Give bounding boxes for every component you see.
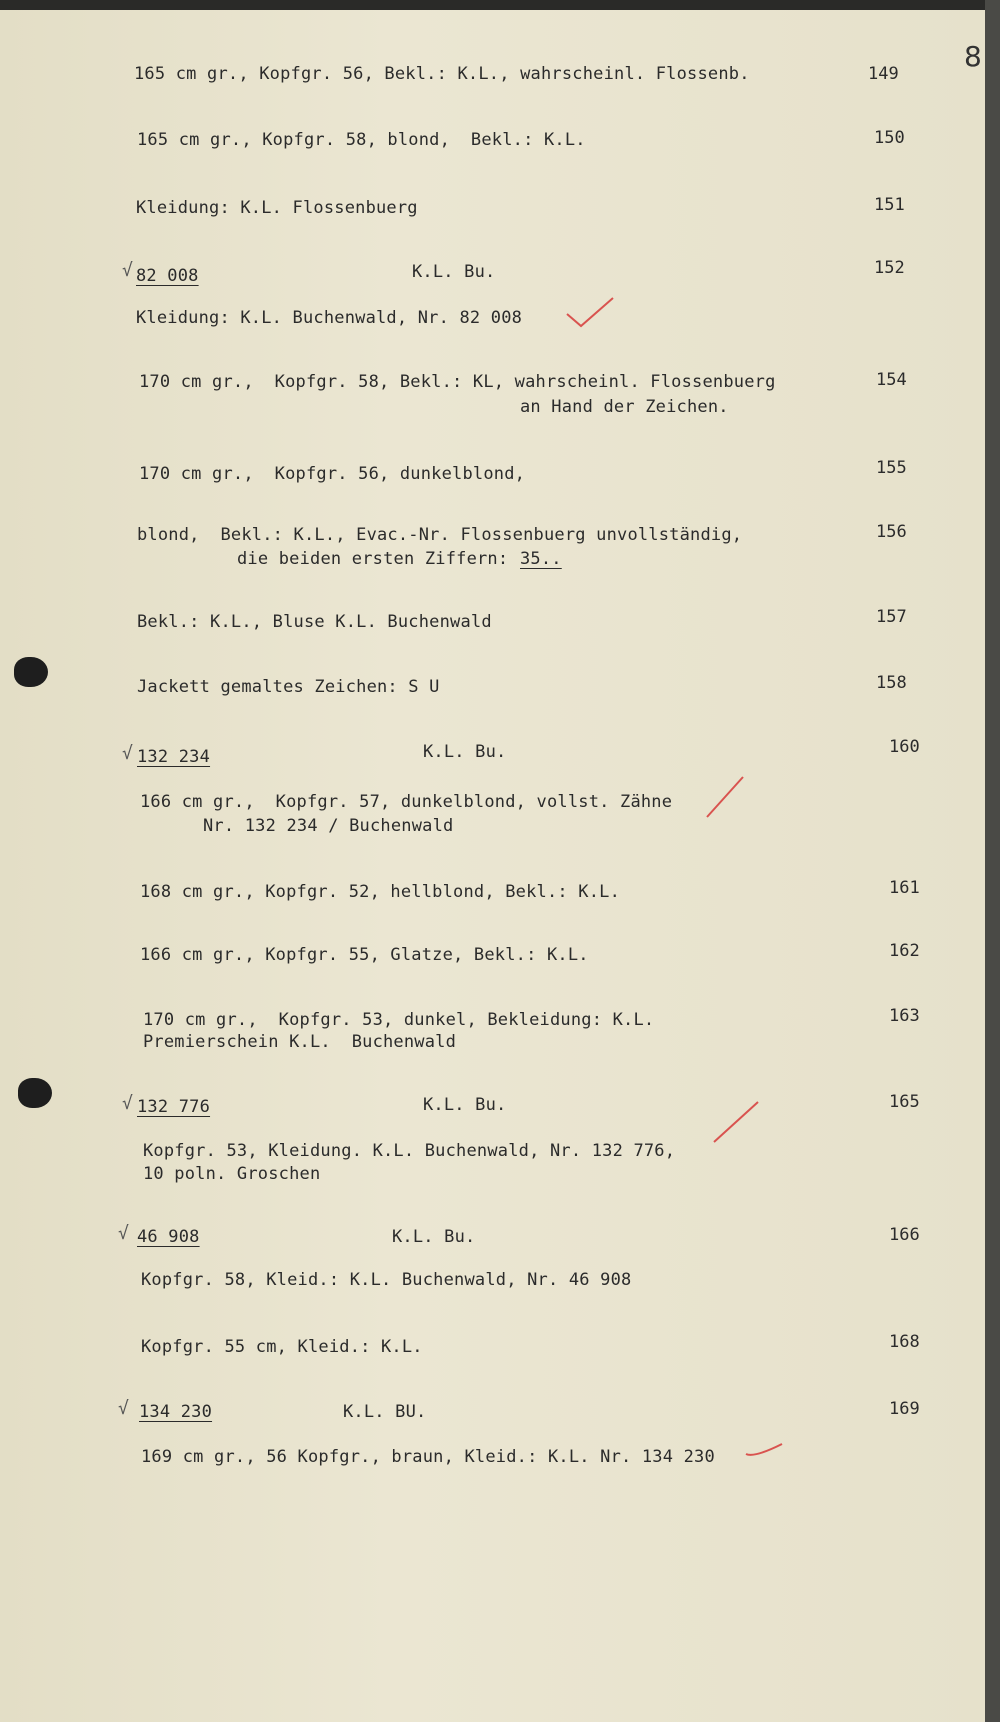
entry-number: 168 (889, 1332, 920, 1352)
scan-right-border (985, 0, 1000, 1722)
entry-text: 170 cm gr., Kopfgr. 56, dunkelblond, (139, 464, 526, 484)
prisoner-number: 134 230 (139, 1402, 213, 1422)
entry-number: 150 (874, 128, 905, 148)
scan-top-border (0, 0, 1000, 10)
entry-text-cont: an Hand der Zeichen. (520, 397, 729, 417)
entry-text: 169 cm gr., 56 Kopfgr., braun, Kleid.: K.L. Nr. 134 230 (141, 1447, 715, 1467)
entry-text-cont: die beiden ersten Ziffern: (237, 549, 509, 569)
entry-number: 155 (876, 458, 907, 478)
entry-text: 170 cm gr., Kopfgr. 58, Bekl.: KL, wahrscheinl. Flossenbuerg (139, 372, 776, 392)
entry-text-cont: Nr. 132 234 / Buchenwald (203, 816, 454, 836)
entry-text: Bekl.: K.L., Bluse K.L. Buchenwald (137, 612, 492, 632)
entry-text: Kopfgr. 53, Kleidung. K.L. Buchenwald, Nr. 132 776, (143, 1141, 676, 1161)
camp-label: K.L. Bu. (412, 262, 496, 282)
entry-number: 166 (889, 1225, 920, 1245)
entry-text: 168 cm gr., Kopfgr. 52, hellblond, Bekl.: K.L. (140, 882, 621, 902)
entry-text-cont: 10 poln. Groschen (143, 1164, 321, 1184)
check-mark: √ (122, 260, 133, 281)
entry-text: Kopfgr. 58, Kleid.: K.L. Buchenwald, Nr. 46 908 (141, 1270, 632, 1290)
check-mark: √ (118, 1398, 129, 1419)
entry-text: Kopfgr. 55 cm, Kleid.: K.L. (141, 1337, 423, 1357)
prisoner-number: 132 776 (137, 1097, 211, 1117)
check-mark: √ (122, 743, 133, 764)
entry-text: Kleidung: K.L. Flossenbuerg (136, 198, 418, 218)
camp-label: K.L. BU. (343, 1402, 427, 1422)
check-mark: √ (118, 1223, 129, 1244)
red-tick-icon (744, 1440, 784, 1460)
entry-text: 170 cm gr., Kopfgr. 53, dunkel, Bekleidung: K.L. (143, 1010, 655, 1030)
entry-number: 169 (889, 1399, 920, 1419)
entry-number: 154 (876, 370, 907, 390)
entry-number: 151 (874, 195, 905, 215)
entry-text: 165 cm gr., Kopfgr. 58, blond, Bekl.: K.L. (137, 130, 586, 150)
entry-text: Kleidung: K.L. Buchenwald, Nr. 82 008 (136, 308, 523, 328)
entry-number: 160 (889, 737, 920, 757)
punch-hole (14, 657, 48, 687)
entry-number: 163 (889, 1006, 920, 1026)
red-tick-icon (565, 294, 615, 330)
entry-text-underlined: 35.. (520, 549, 562, 569)
entry-number: 149 (868, 64, 899, 84)
check-mark: √ (122, 1093, 133, 1114)
entry-number: 161 (889, 878, 920, 898)
red-tick-icon (712, 1100, 762, 1146)
camp-label: K.L. Bu. (423, 742, 507, 762)
entry-number: 165 (889, 1092, 920, 1112)
entry-text-cont: Premierschein K.L. Buchenwald (143, 1032, 457, 1052)
entry-number: 156 (876, 522, 907, 542)
prisoner-number: 82 008 (136, 266, 199, 286)
prisoner-number: 46 908 (137, 1227, 200, 1247)
entry-text: 165 cm gr., Kopfgr. 56, Bekl.: K.L., wahrscheinl. Flossenb. (134, 64, 750, 84)
camp-label: K.L. Bu. (392, 1227, 476, 1247)
entry-text: blond, Bekl.: K.L., Evac.-Nr. Flossenbuerg unvollständig, (137, 525, 743, 545)
entry-number: 152 (874, 258, 905, 278)
entry-number: 158 (876, 673, 907, 693)
entry-text: Jackett gemaltes Zeichen: S U (137, 677, 440, 697)
document-page (0, 10, 985, 1722)
entry-number: 157 (876, 607, 907, 627)
camp-label: K.L. Bu. (423, 1095, 507, 1115)
page-number: 8 (964, 40, 982, 73)
prisoner-number: 132 234 (137, 747, 211, 767)
entry-number: 162 (889, 941, 920, 961)
red-tick-icon (705, 775, 745, 821)
punch-hole (18, 1078, 52, 1108)
entry-text: 166 cm gr., Kopfgr. 57, dunkelblond, vollst. Zähne (140, 792, 673, 812)
entry-text: 166 cm gr., Kopfgr. 55, Glatze, Bekl.: K.L. (140, 945, 589, 965)
